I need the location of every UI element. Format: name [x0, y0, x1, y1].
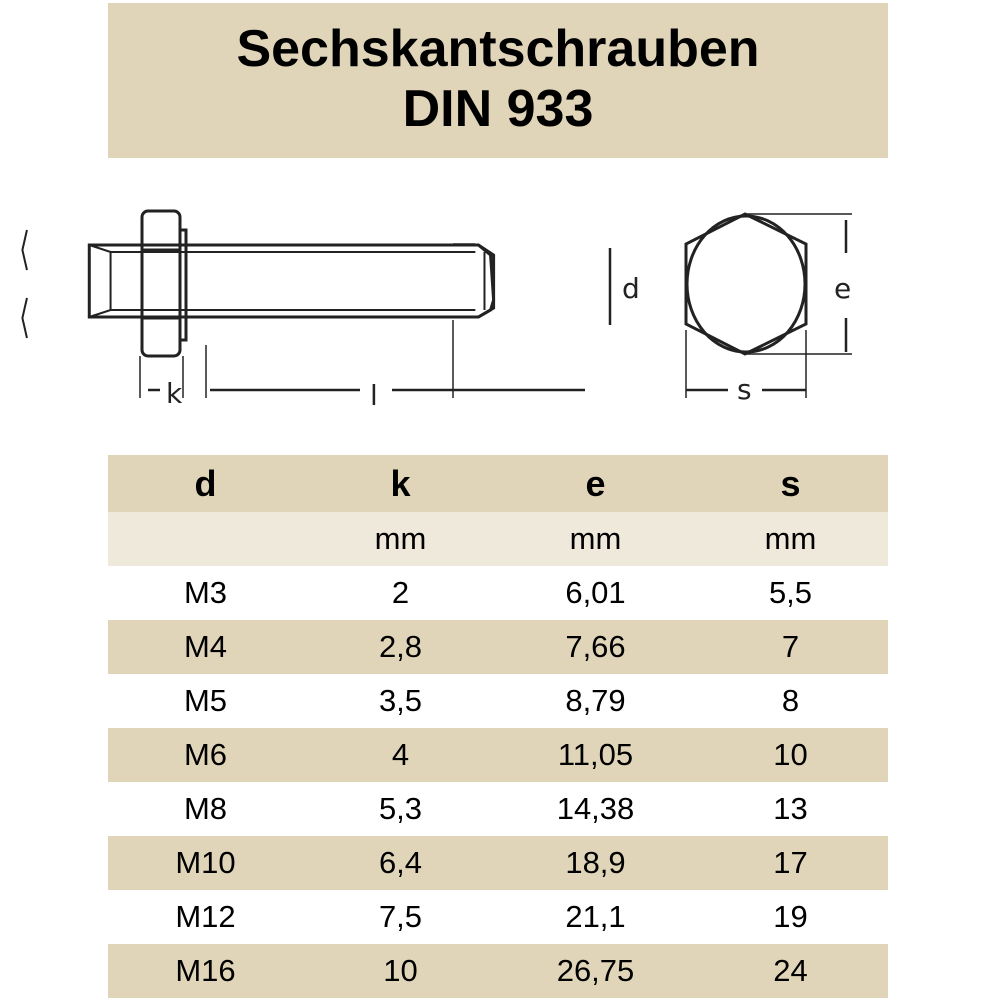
dimension-lines	[140, 244, 475, 398]
table-row	[108, 782, 888, 836]
table-row	[108, 620, 888, 674]
label-d: d	[622, 272, 640, 305]
label-k: k	[166, 377, 183, 410]
header-e: e	[498, 455, 693, 512]
unit-k: mm	[303, 512, 498, 566]
table-row	[108, 890, 888, 944]
title-banner	[108, 3, 888, 158]
title-line-2: DIN 933	[402, 80, 594, 138]
table-row	[108, 836, 888, 890]
table-cell-e: 21,1	[565, 899, 626, 934]
header-k: k	[303, 455, 498, 512]
label-e: e	[834, 272, 852, 305]
unit-s: mm	[693, 512, 888, 566]
bolt-drawing	[0, 190, 1000, 420]
table-cell-e: 7,66	[498, 620, 693, 674]
table-cell-s: 7	[693, 620, 888, 674]
table-cell-k: 3,5	[378, 683, 423, 718]
header-s: s	[693, 455, 888, 512]
unit-d	[108, 512, 303, 566]
table-cell-d: M10	[108, 836, 303, 890]
table-cell-k: 2	[391, 575, 410, 610]
table-cell-d: M5	[183, 683, 228, 718]
table-cell-k: 5,3	[378, 791, 423, 826]
table-cell-s: 8	[781, 683, 800, 718]
table-cell-e: 11,05	[498, 728, 693, 782]
table-cell-d: M6	[108, 728, 303, 782]
label-s: s	[737, 373, 752, 406]
units-row	[108, 512, 888, 566]
table-cell-d: M4	[108, 620, 303, 674]
table-cell-s: 24	[693, 944, 888, 998]
table-cell-e: 6,01	[565, 575, 626, 610]
table-row	[108, 728, 888, 782]
table-cell-d: M3	[183, 575, 228, 610]
table-cell-s: 19	[773, 899, 808, 934]
table-row	[108, 674, 888, 728]
table-cell-d: M8	[183, 791, 228, 826]
table-cell-e: 18,9	[498, 836, 693, 890]
dimension-table	[108, 455, 888, 998]
table-cell-s: 13	[773, 791, 808, 826]
unit-e: mm	[498, 512, 693, 566]
table-cell-e: 8,79	[565, 683, 626, 718]
table-cell-k: 4	[303, 728, 498, 782]
table-cell-s: 10	[693, 728, 888, 782]
table-header-row	[108, 455, 888, 512]
header-d: d	[108, 455, 303, 512]
table-cell-k: 10	[303, 944, 498, 998]
bolt-top-view	[686, 214, 852, 398]
table-cell-s: 5,5	[768, 575, 813, 610]
table-cell-k: 2,8	[303, 620, 498, 674]
table-cell-e: 14,38	[556, 791, 635, 826]
table-row	[108, 944, 888, 998]
table-cell-d: M16	[108, 944, 303, 998]
title-line-1: Sechskantschrauben	[236, 20, 760, 78]
table-cell-e: 26,75	[498, 944, 693, 998]
table-cell-s: 17	[693, 836, 888, 890]
label-l: l	[370, 379, 378, 412]
table-cell-k: 7,5	[378, 899, 423, 934]
table-cell-k: 6,4	[303, 836, 498, 890]
table-cell-d: M12	[175, 899, 236, 934]
bolt-side-view	[22, 211, 493, 356]
table-row	[108, 566, 888, 620]
